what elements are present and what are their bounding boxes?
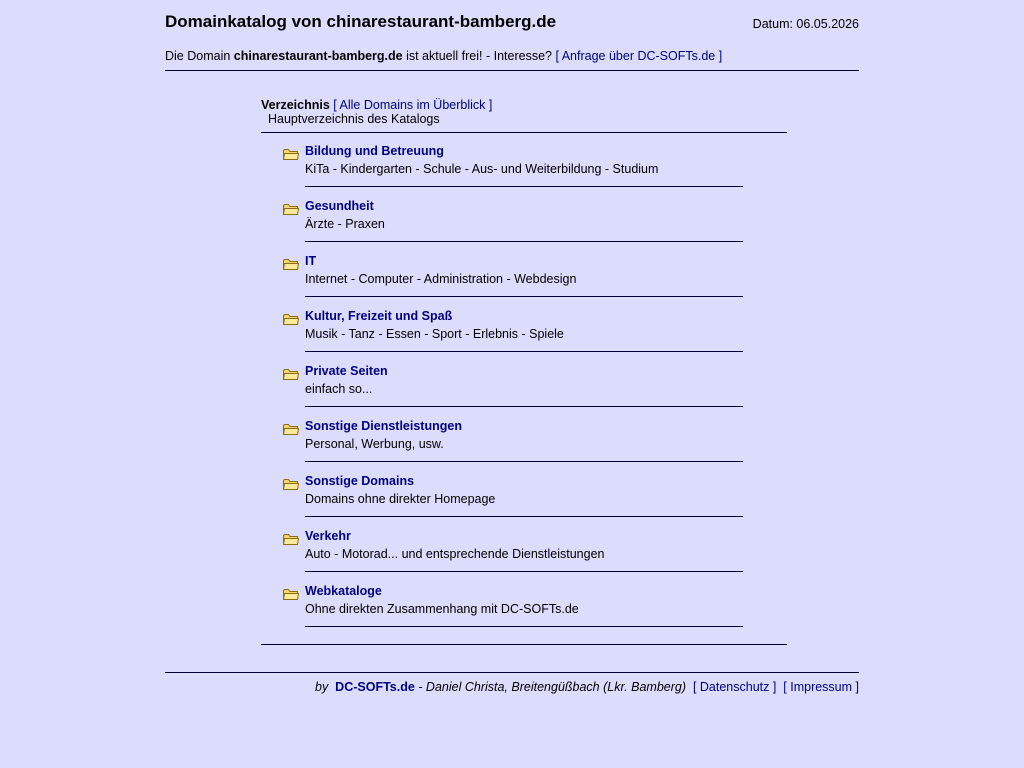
category-link[interactable]: Private Seiten [305,364,388,378]
folder-icon[interactable] [283,478,299,490]
category-description: KiTa - Kindergarten - Schule - Aus- und Weiterbildung - Studium [305,162,659,176]
domain-suffix: ist aktuell frei! - Interesse? [406,49,552,63]
directory-title: Verzeichnis [261,98,330,112]
footer-by: by [315,680,329,694]
directory [261,98,787,645]
folder-icon[interactable] [283,588,299,600]
domain-prefix: Die Domain [165,49,231,63]
category-item [305,353,743,407]
category-description: Auto - Motorad... und entsprechende Dienstleistungen [305,547,605,561]
directory-header [261,98,787,133]
category-item [305,573,743,627]
category-description: Musik - Tanz - Essen - Sport - Erlebnis - Spiele [305,327,564,341]
category-list [261,133,787,645]
category-item [305,518,743,572]
footer-author: - Daniel Christa, Breitengüßbach (Lkr. Bamberg) [418,680,686,694]
category-description: einfach so... [305,382,373,396]
category-description: Domains ohne direkter Homepage [305,492,496,506]
folder-icon[interactable] [283,368,299,380]
category-item [305,298,743,352]
category-description: Ärzte - Praxen [305,217,385,231]
privacy-link[interactable]: [ Datenschutz ] [692,680,777,694]
header [165,0,859,71]
category-link[interactable]: Sonstige Domains [305,474,415,488]
folder-icon[interactable] [283,533,299,545]
footer [165,672,859,694]
all-domains-link[interactable]: [ Alle Domains im Überblick ] [333,98,493,112]
category-item [305,243,743,297]
inquiry-link[interactable]: [ Anfrage über DC-SOFTs.de ] [555,49,723,63]
category-description: Internet - Computer - Administration - Webdesign [305,272,577,286]
category-item [305,188,743,242]
category-item [305,133,743,187]
footer-brand-link[interactable]: DC-SOFTs.de [335,680,415,694]
folder-icon[interactable] [283,148,299,160]
domain-name: chinarestaurant-bamberg.de [233,49,403,63]
domain-status-line [165,49,722,63]
folder-icon[interactable] [283,423,299,435]
category-description: Personal, Werbung, usw. [305,437,444,451]
category-description: Ohne direkten Zusammenhang mit DC-SOFTs.de [305,602,579,616]
category-item [305,408,743,462]
category-link[interactable]: Gesundheit [305,199,374,213]
directory-subtitle: Hauptverzeichnis des Katalogs [268,112,440,126]
category-link[interactable]: IT [305,254,317,268]
page-title: Domainkatalog von chinarestaurant-bamberg.de [165,12,557,31]
page [165,0,859,694]
folder-icon[interactable] [283,203,299,215]
category-link[interactable]: Kultur, Freizeit und Spaß [305,309,453,323]
imprint-link[interactable]: [ Impressum ] [783,680,859,694]
date-label: Datum: 06.05.2026 [752,17,859,31]
folder-icon[interactable] [283,258,299,270]
category-link[interactable]: Sonstige Dienstleistungen [305,419,462,433]
category-link[interactable]: Bildung und Betreuung [305,144,444,158]
category-item [305,463,743,517]
folder-icon[interactable] [283,313,299,325]
category-link[interactable]: Webkataloge [305,584,382,598]
category-link[interactable]: Verkehr [305,529,351,543]
